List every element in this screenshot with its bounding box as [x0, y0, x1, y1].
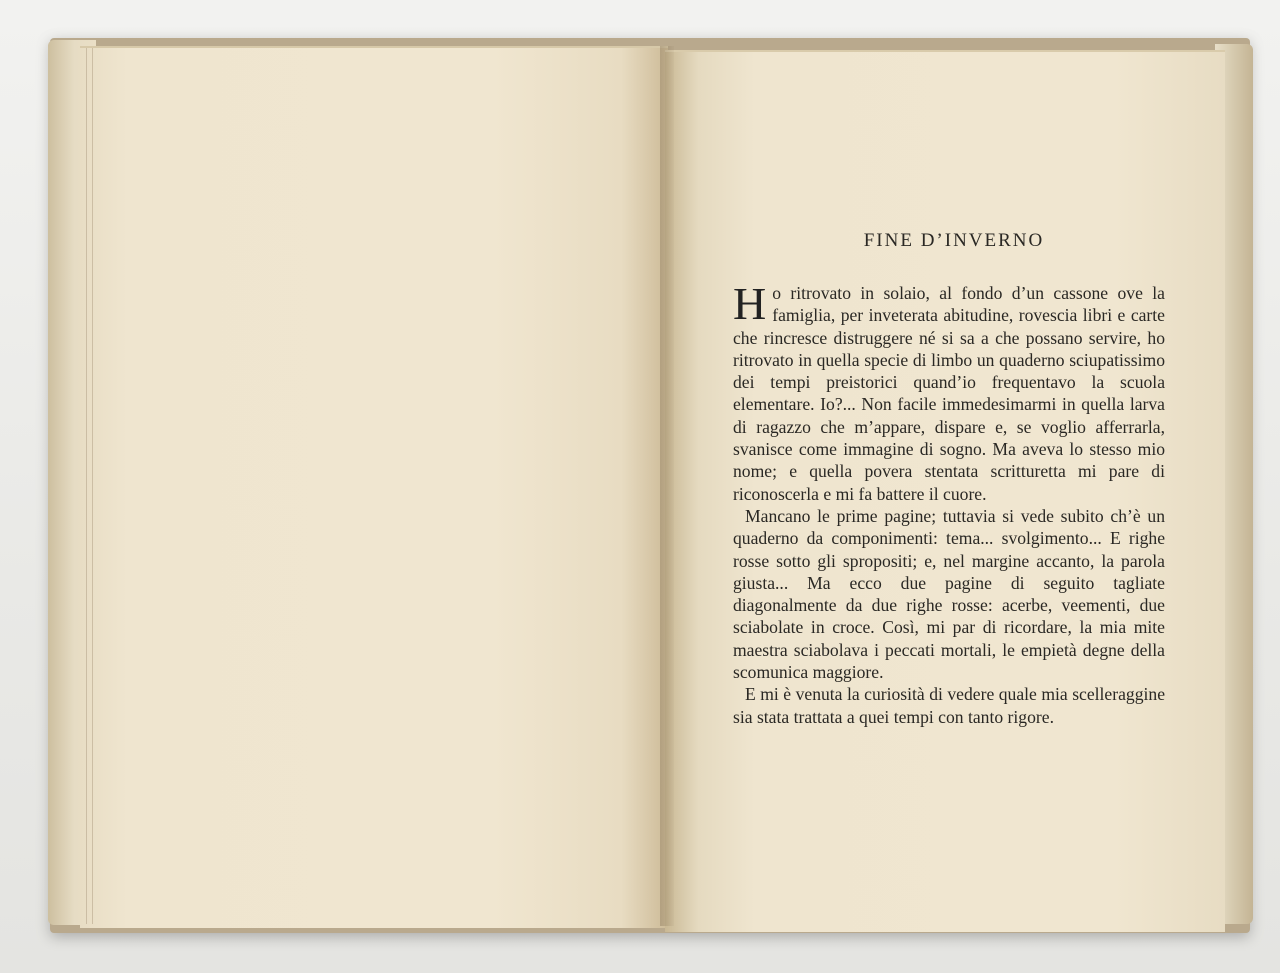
- chapter-title: FINE D’INVERNO: [863, 230, 1045, 251]
- book-gutter: [660, 46, 674, 926]
- paragraph-3: E mi è venuta la curiosità di vedere quale mia scelleraggine sia stata trattata a quei tempi con tanto rigore.: [733, 684, 1165, 727]
- page-text: [733, 230, 1165, 728]
- drop-cap: H: [733, 278, 767, 329]
- paragraph-1-text: o ritrovato in solaio, al fondo d’un cassone ove la famiglia, per inveterata abitudine, rovescia libri e carte che rincresce distruggere né si sa a che possano servire, ho ritrovato in quella specie di limbo un quaderno sciupatissimo dei tempi preistorici quand’io frequentavo la scuola elementare. Io?... Non facile immedesimarmi in quella larva di ragazzo che m’appare, dispare e, se voglio afferrarla, svanisce come immagine di sogno. Ma aveva lo stesso mio nome; e quella povera stentata scritturetta mi pare di riconoscerla e mi fa battere il cuore.: [733, 283, 1165, 504]
- left-page-blank: [80, 46, 668, 928]
- paragraph-1: [733, 278, 1165, 505]
- page-stack-line: [92, 48, 93, 924]
- page-stack-line: [86, 48, 87, 924]
- paragraph-2: Mancano le prime pagine; tuttavia si vede subito ch’è un quaderno da componimenti: tema... svolgimento... E righe rosse sotto gli spropositi; e, nel margine accanto, la parola giusta... Ma ecco due pagine di seguito tagliate diagonalmente da due righe rosse: acerbe, veementi, due sciabolate in croce. Così, mi par di ricordare, la mia mite maestra sciabolava i peccati mortali, le empietà degne della scomunica maggiore.: [733, 505, 1165, 683]
